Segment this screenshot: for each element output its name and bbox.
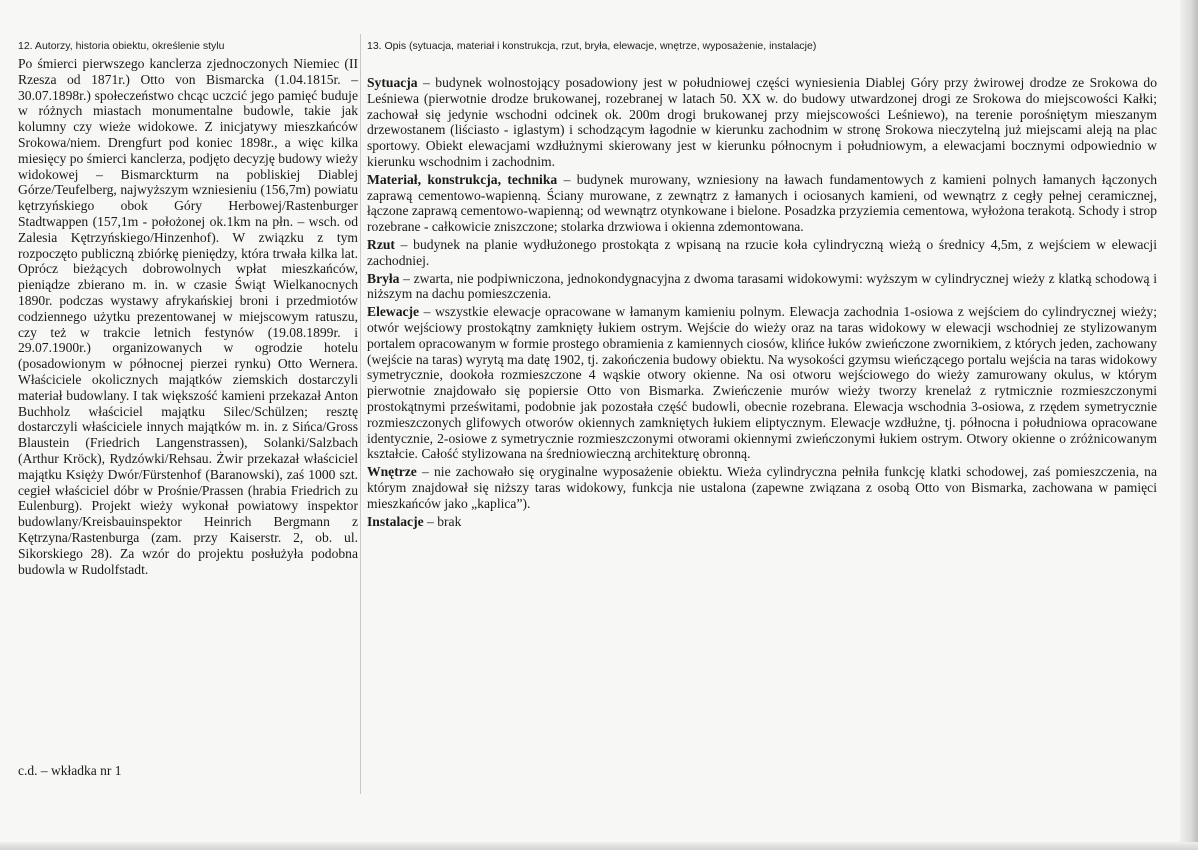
history-column (18, 40, 358, 577)
section-instalacje (367, 514, 1157, 530)
column-divider (360, 34, 361, 794)
section-text: – budynek murowany, wzniesiony na ławach fundamentowych z kamieni polnych łamanych łączonych zaprawą cementowo-wapienną. Ściany murowane, z zewnątrz z łamanych i ociosanych kamieni, od wewnątrz z cegły pełnej ceramicznej, łączone zaprawą cementowo-wapienną; od wewnątrz otynkowane i bielone. Posadzka przyziemia cementowa, wyłożona terakotą. Schody i strop rozebrane - całkowicie zniszczone; stolarka drzwiowa i okienna zdemontowana. (367, 171, 1158, 235)
section-bryla (367, 271, 1157, 303)
history-heading: 12. Autorzy, historia obiektu, określenie stylu (18, 40, 225, 52)
section-label: Sytuacja (367, 75, 418, 90)
section-text: – nie zachowało się oryginalne wyposażenie obiektu. Wieża cylindryczna pełniła funkcję klatki schodowej, zaś pomieszczenia, na którym znajdował się niższy taras widokowy, funkcja nie ustalona (zapewne związana z osobą Otto von Bismarka, zachowana w pamięci mieszkańców jako „kaplica”). (367, 464, 1157, 511)
section-label: Rzut (367, 236, 395, 252)
section-text: – wszystkie elewacje opracowane w łamanym kamieniu polnym. Elewacja zachodnia 1-osiowa z wejściem do cylindrycznej wieży; otwór wejściowy prostokątny zamknięty łukiem ostrym. Wejście do wieży oraz na taras widokowy w elewacji wschodniej ze stylizowanym portalem opracowanym w formie prostego obramienia z kamiennych ciosów, klińce łuków zwieńczone zwornikiem, z których jeden, zachowany (wejście na taras) wyrytą ma datę 1902, tj. zakończenia budowy obiektu. Na wysokości gzymsu wieńczącego portalu wejścia na taras widokowy symetrycznie, dookoła rozmieszczone 4 wąskie otwory okienne. Na osi otworu wejściowego do wieży zamurowany okulus, w którym pierwotnie znajdowało się popiersie Otto von Bismarka. Zwieńczenie murów wieży tworzy krenelaż z rytmicznie rozmieszczonymi prostokątnymi prześwitami, podobnie jak pozostała część budowli, obecnie rozebrana. Elewacja wschodnia 3-osiowa, z rzędem symetrycznie rozmieszczonych glifowych otworów okiennych zamkniętych łukiem eliptycznym. Elewacje wzdłużne, tj. północna i południowa opracowane identycznie, 2-osiowe z symetrycznie rozmieszczonymi otworami okiennymi zwieńczonymi łukiem ostrym. Otwory okienne o zróżnicowanym kształcie. Całość stylizowana na średniowieczną architekturę obronną. (367, 304, 1157, 462)
section-text: – budynek wolnostojący posadowiony jest w południowej części wyniesienia Diablej Góry przy żwirowej drodze ze Srokowa do Leśniewa (pierwotnie drodze brukowanej, rozebranej w latach 50. XX w. do budowy utwardzonej drogi ze Srokowa do miejscowości Kałki; zachował się jedynie wschodni odcinek ok. 200m drogi brukowanej przy miejscowości Leśniewo), na terenie porośniętym mieszanym drzewostanem (liściasto - iglastym) i schodzącym łagodnie w kierunku zachodnim w stronę Srokowa nieczytelną już miejscami aleją na plac sportowy. Obiekt elewacjami wzdłużnymi skierowany jest w kierunku północnym i południowym, a elewacjami bocznymi odpowiednio w kierunku wschodnim i zachodnim. (367, 75, 1157, 169)
description-heading: 13. Opis (sytuacja, materiał i konstrukcja, rzut, bryła, elewacje, wnętrze, wyposażenie, instalacje) (367, 40, 817, 52)
description-body (367, 75, 1157, 529)
section-text: – budynek na planie wydłużonego prostokąta z wpisaną na rzucie koła cylindryczną wieżą o średnicy 4,5m, z wejściem w elewacji zachodniej. (367, 236, 1157, 268)
continuation-note: c.d. – wkładka nr 1 (18, 763, 122, 778)
section-label: Elewacje (367, 304, 420, 320)
section-elewacje (367, 304, 1157, 462)
description-column (367, 40, 1157, 531)
section-text: – brak (423, 513, 462, 529)
section-wnetrze (367, 464, 1157, 511)
scan-page-edge-right (1180, 0, 1198, 850)
section-material (367, 172, 1157, 235)
section-text: – zwarta, nie podpiwniczona, jednokondygnacyjna z dwoma tarasami widokowymi: wyższym w cylindrycznej wieży z klatką schodową i niższym na dachu pomieszczenia. (367, 270, 1157, 302)
section-label: Wnętrze (367, 464, 417, 480)
section-label: Instalacje (367, 513, 424, 529)
section-sytuacja (367, 75, 1157, 170)
section-label: Bryła (367, 270, 400, 286)
section-label: Materiał, konstrukcja, technika (367, 171, 558, 187)
history-body: Po śmierci pierwszego kanclerza zjednoczonych Niemiec (II Rzesza od 1871r.) Otto von Bismarcka (1.04.1815r. – 30.07.1898r.) społeczeństwo chcąc uczcić jego pamięć buduje w różnych miastach monumentalne budowle, takie jak kolumny czy wieże widokowe. Z inicjatywy mieszkańców Srokowa/niem. Drengfurt pod koniec 1898r., a więc kilka miesięcy po śmierci kanclerza, podjęto decyzję budowy wieży widokowej – Bismarckturm na pobliskiej Diablej Górze/Teufelberg, najwyższym wzniesieniu (156,7m) powiatu kętrzyńskiego obok Góry Herbowej/Rastenburger Stadtwappen (157,1m - położonej ok.1km na płn. – wsch. od Zalesia Kętrzyńskiego/Hinzenhof). W związku z tym rozpoczęto publiczną zbiórkę pieniędzy, która trwała kilka lat. Oprócz bieżących dobrowolnych wpłat mieszkańców, pieniądze zbierano m. in. w czasie Świąt Wielkanocnych 1890r. podczas wystawy afrykańskiej broni i przedmiotów codziennego użytku prezentowanej w miejscowym ratuszu, czy też w trakcie letnich festynów (19.08.1899r. i 29.07.1900r.) organizowanych w ogrodzie hotelu (posadowionym w północnej pierzei rynku) Otto Wernera. Właściciele okolicznych majątków ziemskich dostarczyli materiał budowlany. I tak większość kamieni przekazał Anton Buchholz właściciel majątku Silec/Schülzen; resztę dostarczyli właściciele innych majątków m. in. z Sińca/Gross Blaustein (Friedrich Langenstrassen), Solanki/Salzbach (Arthur Kröck), Rydzówki/Rehsau. Żwir przekazał właściciel majątku Księży Dwór/Fürstenhof (Baranowski), zaś 1000 szt. cegieł właściciel dóbr w Prośnie/Prassen (hrabia Friedrich zu Eulenburg). Projekt wieży wykonał powiatowy inspektor budowlany/Kreisbauinspektor Heinrich Bergmann z Kętrzyna/Rastenburga (zam. przy Kaiserstr. 2, ob. ul. Sikorskiego 28). Za wzór do projektu posłużyła podobna budowla w Rudolfstadt. (18, 56, 358, 577)
section-rzut (367, 237, 1157, 269)
scan-page-edge-bottom (0, 842, 1198, 850)
